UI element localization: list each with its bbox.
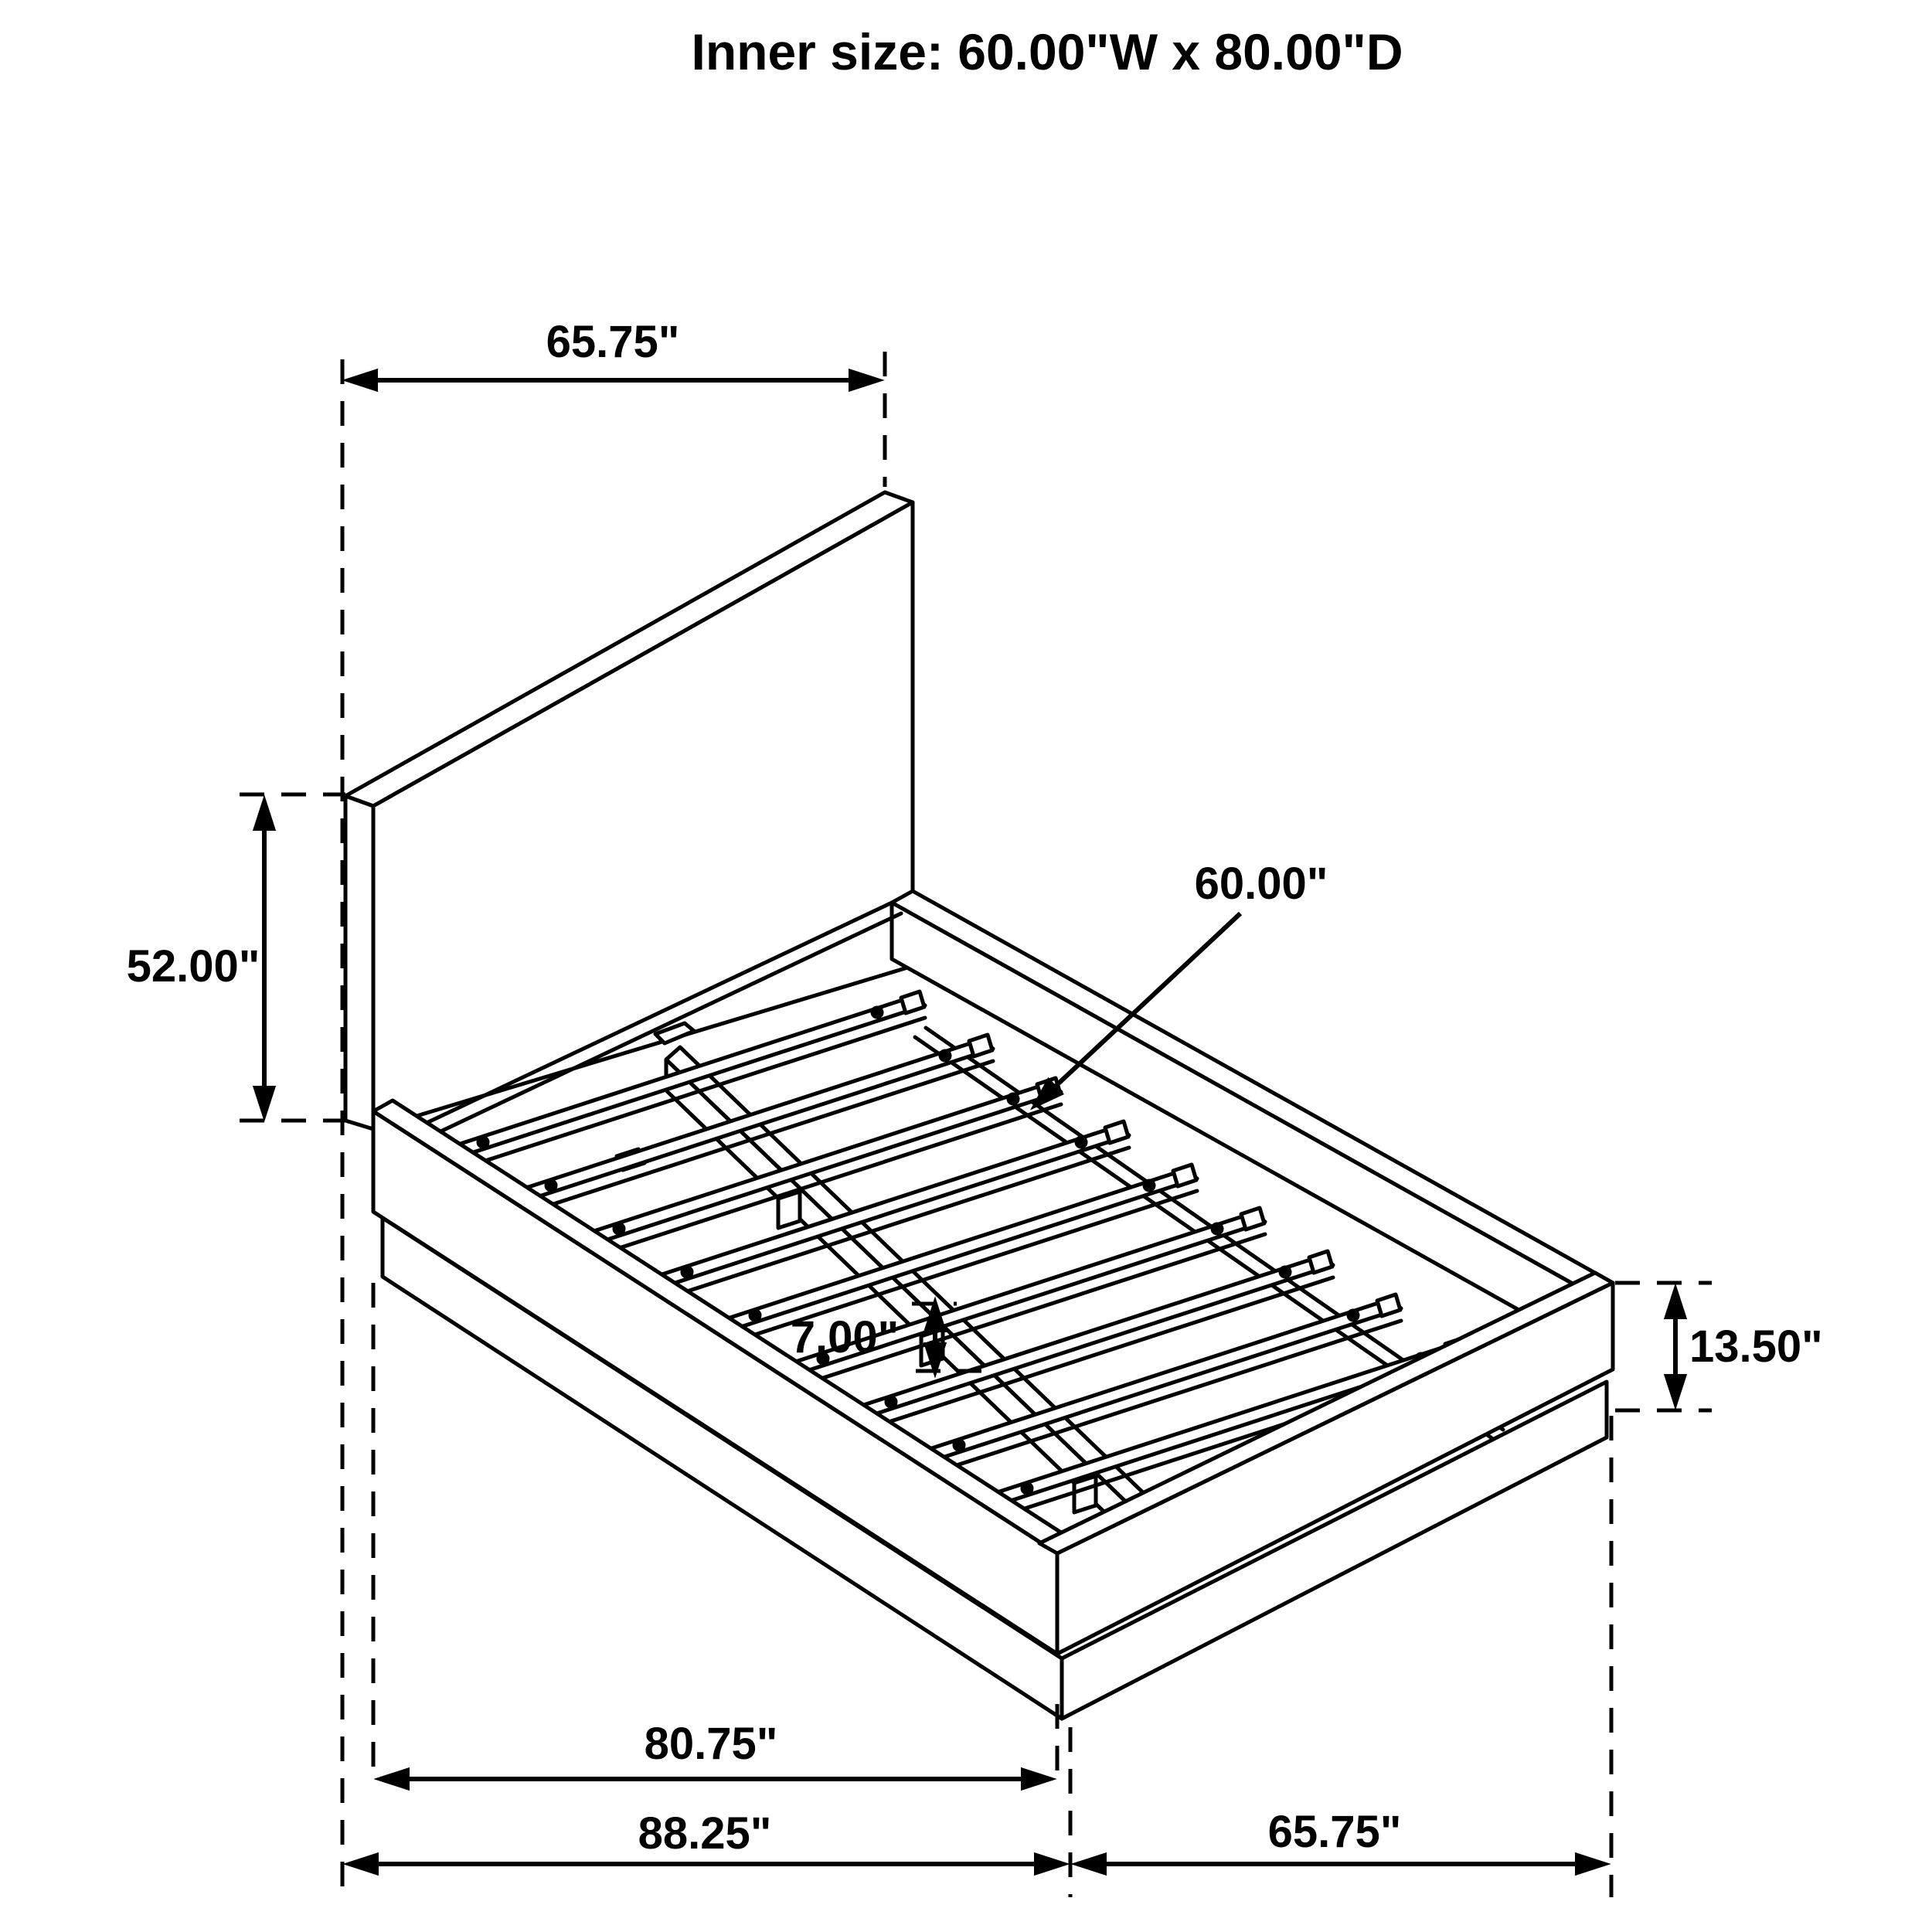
label-headboard-width: 65.75": [546, 317, 680, 367]
label-support-height: 7.00": [790, 1312, 900, 1362]
dimension-total-width: [1078, 1855, 1604, 1872]
headboard-left-edge-face: [345, 796, 373, 1129]
label-base-height: 13.50": [1689, 1321, 1823, 1372]
dimension-platform-length: [381, 1770, 1049, 1787]
extension-lines: [240, 352, 1712, 1897]
dimension-base-height: [1667, 1291, 1684, 1403]
label-platform-length: 80.75": [644, 1719, 778, 1769]
label-headboard-height: 52.00": [126, 941, 260, 992]
bed-drawing: [345, 492, 1613, 1719]
dimension-headboard-width: [349, 372, 877, 389]
diagram-title: Inner size: 60.00"W x 80.00"D: [691, 23, 1403, 80]
label-total-length: 88.25": [638, 1808, 772, 1859]
label-slat-length: 60.00": [1194, 859, 1328, 909]
beam-leg-3: [1074, 1476, 1096, 1512]
label-total-width: 65.75": [1267, 1807, 1402, 1857]
